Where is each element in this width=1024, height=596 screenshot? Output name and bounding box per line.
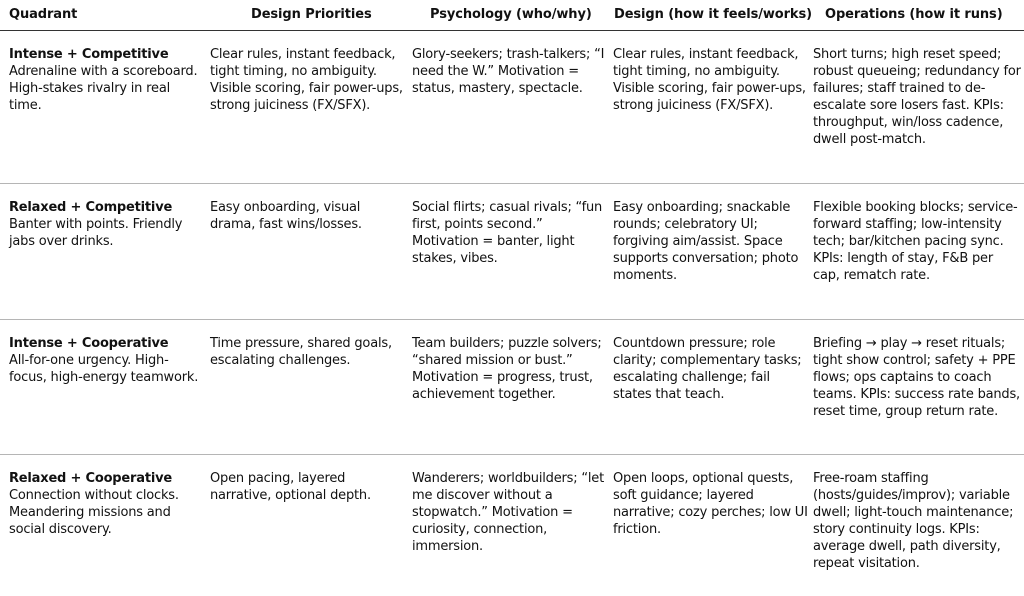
header-quadrant: Quadrant bbox=[9, 7, 78, 22]
quadrant-title: Intense + Cooperative bbox=[9, 336, 169, 351]
quadrant-cell bbox=[9, 46, 205, 114]
operations-cell: Short turns; high reset speed; robust queueing; redundancy for failures; staff trained to de-escalate sore losers fast. KPIs: throughput, win/loss cadence, dwell post-match. bbox=[813, 47, 1021, 147]
table-row bbox=[0, 46, 1024, 184]
psychology-cell: Social flirts; casual rivals; “fun first, points second.” Motivation = banter, light stakes, vibes. bbox=[412, 200, 603, 266]
header-psychology: Psychology (who/why) bbox=[430, 7, 592, 22]
quadrant-description: Banter with points. Friendly jabs over drinks. bbox=[9, 217, 183, 249]
quadrant-cell bbox=[9, 335, 205, 386]
design-priorities-cell: Easy onboarding, visual drama, fast wins/losses. bbox=[210, 200, 362, 232]
operations-cell: Flexible booking blocks; service-forward staffing; low-intensity tech; bar/kitchen pacing sync. KPIs: length of stay, F&B per cap, rematch rate. bbox=[813, 200, 1018, 283]
table-header bbox=[0, 0, 1024, 31]
header-design-priorities: Design Priorities bbox=[251, 7, 372, 22]
quadrant-description: Adrenaline with a scoreboard. High-stakes rivalry in real time. bbox=[9, 64, 198, 113]
header-operations: Operations (how it runs) bbox=[825, 7, 1003, 22]
design-cell: Easy onboarding; snackable rounds; celebratory UI; forgiving aim/assist. Space supports conversation; photo moments. bbox=[613, 200, 799, 283]
operations-cell: Free-roam staffing (hosts/guides/improv); variable dwell; light-touch maintenance; story continuity logs. KPIs: average dwell, path diversity, repeat visitation. bbox=[813, 471, 1014, 571]
quadrant-title: Intense + Competitive bbox=[9, 47, 169, 62]
design-priorities-cell: Open pacing, layered narrative, optional depth. bbox=[210, 471, 371, 503]
table-row bbox=[0, 470, 1024, 594]
quadrant-cell bbox=[9, 470, 205, 538]
design-priorities-cell: Clear rules, instant feedback, tight timing, no ambiguity. Visible scoring, fair power-ups, strong juiciness (FX/SFX). bbox=[210, 47, 403, 113]
psychology-cell: Glory-seekers; trash-talkers; “I need the W.” Motivation = status, mastery, spectacle. bbox=[412, 47, 605, 96]
design-cell: Clear rules, instant feedback, tight timing, no ambiguity. Visible scoring, fair power-ups, strong juiciness (FX/SFX). bbox=[613, 47, 806, 113]
table-row bbox=[0, 199, 1024, 320]
design-cell: Countdown pressure; role clarity; complementary tasks; escalating challenge; fail states that teach. bbox=[613, 336, 802, 402]
quadrant-cell bbox=[9, 199, 205, 250]
quadrant-title: Relaxed + Competitive bbox=[9, 200, 173, 215]
quadrant-description: Connection without clocks. Meandering missions and social discovery. bbox=[9, 488, 179, 537]
design-cell: Open loops, optional quests, soft guidance; layered narrative; cozy perches; low UI friction. bbox=[613, 471, 808, 537]
quadrant-description: All-for-one urgency. High-focus, high-energy teamwork. bbox=[9, 353, 199, 385]
design-priorities-cell: Time pressure, shared goals, escalating challenges. bbox=[210, 336, 392, 368]
psychology-cell: Team builders; puzzle solvers; “shared mission or bust.” Motivation = progress, trust, achievement together. bbox=[412, 336, 602, 402]
psychology-cell: Wanderers; worldbuilders; “let me discover without a stopwatch.” Motivation = curiosity, connection, immersion. bbox=[412, 471, 604, 554]
header-design: Design (how it feels/works) bbox=[614, 7, 812, 22]
operations-cell: Briefing → play → reset rituals; tight show control; safety + PPE flows; ops captains to coach teams. KPIs: success rate bands, reset time, group return rate. bbox=[813, 336, 1020, 419]
table-row bbox=[0, 335, 1024, 455]
quadrant-title: Relaxed + Cooperative bbox=[9, 471, 172, 486]
